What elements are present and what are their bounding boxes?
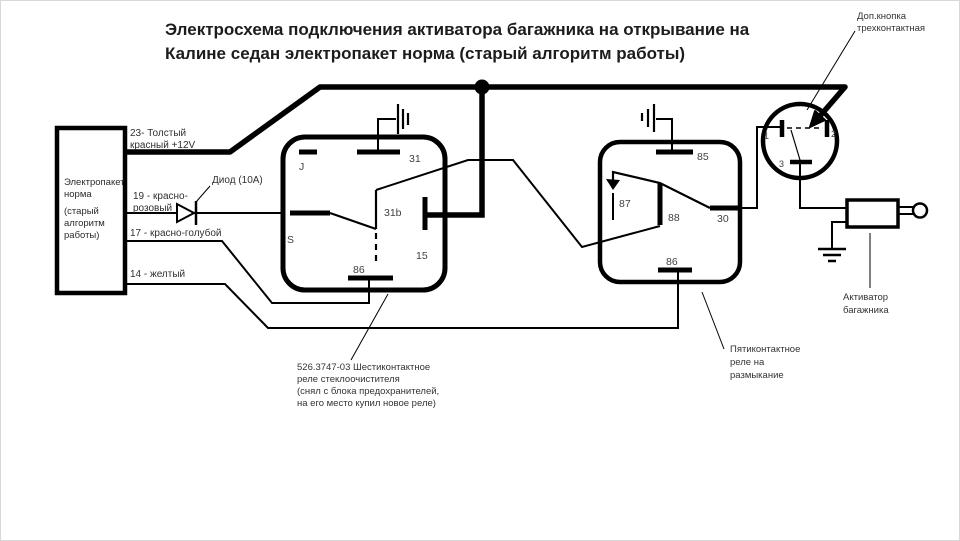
relay-1-pin-j-label: J	[299, 161, 305, 173]
relay-1-note: реле стеклоочистителя	[297, 374, 400, 385]
relay-2-pin-85-label: 85	[697, 151, 709, 163]
button-pin-2-label: 2	[831, 129, 837, 139]
diode-label: Диод (10A)	[212, 175, 263, 186]
block-text: (старый	[64, 206, 99, 217]
title-line-1: Электросхема подключения активатора багажника на открывание на	[165, 20, 750, 39]
wire-19-label: розовый	[133, 203, 173, 214]
relay-1-note: 526.3747-03 Шестиконтактное	[297, 362, 431, 373]
activator-body	[847, 200, 898, 227]
activator-note: багажника	[843, 305, 889, 316]
wire-14-label: 14 - желтый	[130, 269, 186, 280]
relay-1-pin-31b-label: 31b	[384, 207, 402, 219]
relay-1-pin-s-label: S	[287, 234, 295, 246]
relay-1-note: на его место купил новое реле)	[297, 398, 436, 409]
relay-1-note: (снял с блока предохранителей,	[297, 386, 440, 397]
button-note: Доп.кнопка	[857, 11, 907, 22]
relay-2-pin-88-label: 88	[668, 212, 680, 224]
block-text: работы)	[64, 230, 100, 241]
block-text: алгоритм	[64, 218, 105, 229]
relay-2-note: Пятиконтактное	[730, 344, 801, 355]
wire-19-label: 19 - красно-	[133, 191, 188, 202]
relay-2-note: реле на	[730, 357, 765, 368]
relay-1-pin-15-label: 15	[416, 250, 428, 262]
relay-1-pin-31-label: 31	[409, 153, 421, 165]
relay-2-pin-30-label: 30	[717, 213, 729, 225]
electropack-block	[57, 128, 125, 293]
button-pin-3-label: 3	[779, 159, 785, 169]
block-text: Электропакет	[64, 177, 125, 188]
activator-note: Активатор	[843, 292, 889, 303]
block-text: норма	[64, 189, 92, 200]
relay-1-pin-86-label: 86	[353, 264, 365, 276]
relay-2-pin-86-label: 86	[666, 256, 678, 268]
relay-2-pin-87-label: 87	[619, 198, 631, 210]
wire-23-label: 23- Толстый	[130, 128, 187, 139]
button-pin-1-label: 1	[764, 131, 770, 141]
button-note: трехконтактная	[857, 23, 926, 34]
wire-23-label: красный +12V	[130, 140, 196, 151]
wire-17-label: 17 - красно-голубой	[130, 228, 222, 239]
relay-2-note: размыкание	[730, 370, 784, 381]
title-line-2: Калине седан электропакет норма (старый алгоритм работы)	[165, 44, 686, 63]
